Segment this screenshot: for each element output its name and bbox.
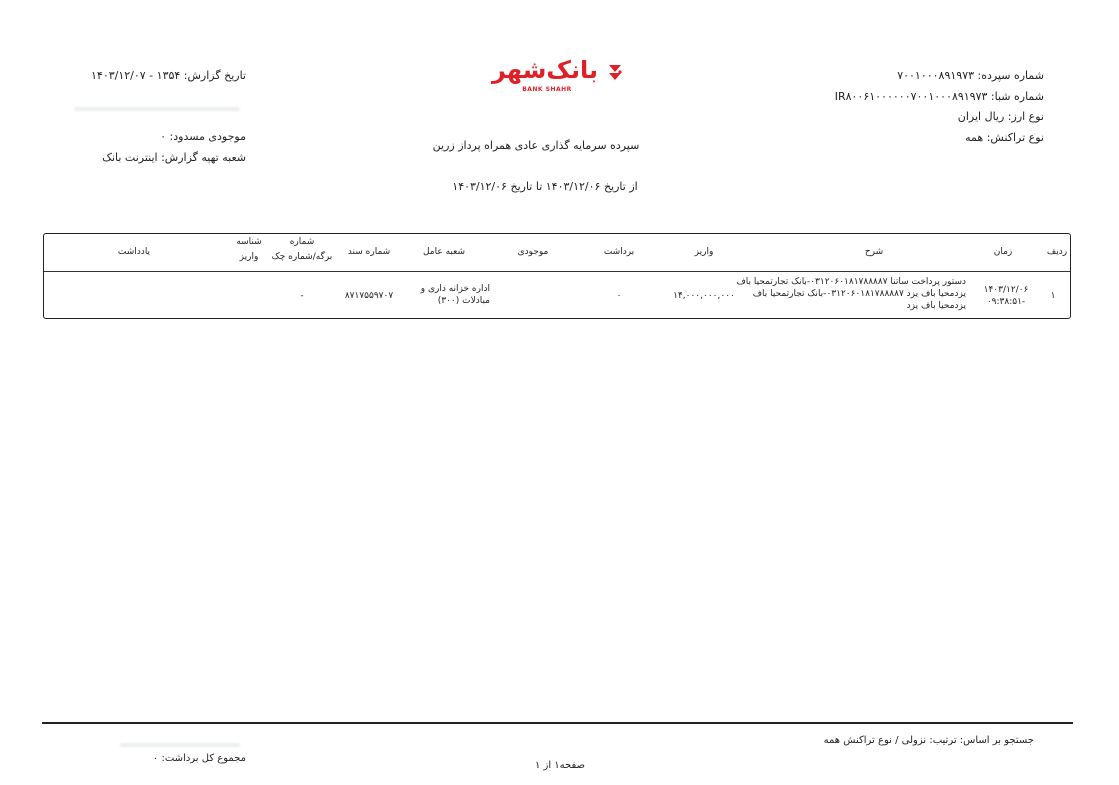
logo-wordmark: بانک‌شهر: [492, 56, 598, 84]
redacted-line: [120, 743, 240, 747]
transactions-table: [43, 233, 1071, 319]
bank-shahr-logo: [488, 56, 628, 100]
cell-check-number: -: [300, 291, 304, 301]
report-branch: شعبه تهیه گزارش: اینترنت بانک: [102, 151, 246, 164]
deposit-id-line-1: شناسه: [236, 237, 262, 247]
cell-time-clock: -۰۹:۳۸:۵۱: [986, 297, 1026, 307]
check-number-line-1: شماره: [289, 237, 315, 247]
blocked-balance: موجودی مسدود: ۰: [160, 130, 246, 143]
cell-deposit: ۱۴,۰۰۰,۰۰۰,۰۰۰: [673, 291, 735, 301]
col-header-description: شرح: [864, 247, 884, 257]
account-type-title: سپرده سرمایه گذاری عادی همراه پرداز زرین: [432, 139, 640, 152]
total-withdrawal: مجموع کل برداشت: ۰: [152, 753, 246, 764]
footer-divider: [42, 722, 1073, 724]
desc-line-2: یزدمحیا باف یزد ۰۳۱۲۰۶۰۱۸۱۷۸۸۸۸۷-بانک تجارتمحیا باف: [752, 289, 966, 299]
col-header-deposit-id: [220, 237, 278, 262]
col-header-row: ردیف: [1046, 247, 1068, 257]
cell-time-date: ۱۴۰۳/۱۲/۰۶: [983, 285, 1029, 295]
transaction-type: نوع تراکنش: همه: [965, 131, 1044, 144]
date-range: از تاریخ ۱۴۰۳/۱۲/۰۶ تا تاریخ ۱۴۰۳/۱۲/۰۶: [452, 180, 638, 193]
search-basis: جستجو بر اساس: ترتیب: نزولی / نوع تراکنش همه: [823, 735, 1034, 746]
branch-line-2: مبادلات (۳۰۰): [437, 296, 490, 306]
desc-line-3: یزدمحیا باف یزد: [906, 301, 966, 311]
desc-line-1: دستور پرداخت ساتنا ۰۳۱۲۰۶۰۱۸۱۷۸۸۸۸۷-بانک تجارتمحیا باف: [736, 277, 966, 287]
logo-subtext: BANK SHAHR: [522, 86, 572, 93]
col-header-time: زمان: [993, 247, 1013, 257]
cell-withdrawal: ۰: [616, 291, 622, 301]
currency-type: نوع ارز: ریال ایران: [957, 110, 1044, 123]
col-header-withdrawal: برداشت: [603, 247, 635, 257]
report-date: تاریخ گزارش: ۱۳۵۴ - ۱۴۰۳/۱۲/۰۷: [91, 69, 246, 82]
page-number: صفحه۱ از ۱: [534, 760, 586, 771]
cell-branch: [394, 283, 490, 307]
col-header-deposit: واریز: [694, 247, 714, 257]
cell-time: [978, 284, 1034, 308]
col-header-note: یادداشت: [117, 247, 151, 257]
account-number: شماره سپرده: ۷۰۰۱۰۰۰۸۹۱۹۷۳: [897, 69, 1044, 82]
cell-description: [734, 276, 966, 312]
branch-line-1: اداره خزانه داری و: [420, 284, 490, 294]
cell-doc-number: ۸۷۱۷۵۵۹۷۰۷: [344, 291, 394, 301]
logo-mark-icon: [606, 62, 624, 82]
check-number-line-2: برگه/شماره چک: [271, 252, 333, 262]
col-header-branch: شعبه عامل: [422, 247, 466, 257]
deposit-id-line-2: واریز: [239, 252, 259, 262]
col-header-balance: موجودی: [517, 247, 549, 257]
sheba-number: شماره شبا: IR۸۰۰۶۱۰۰۰۰۰۰۷۰۰۱۰۰۰۸۹۱۹۷۳: [834, 90, 1044, 103]
col-header-doc-number: شماره سند: [347, 247, 391, 257]
cell-row: ۱: [1050, 291, 1056, 301]
redacted-line: [74, 107, 240, 111]
